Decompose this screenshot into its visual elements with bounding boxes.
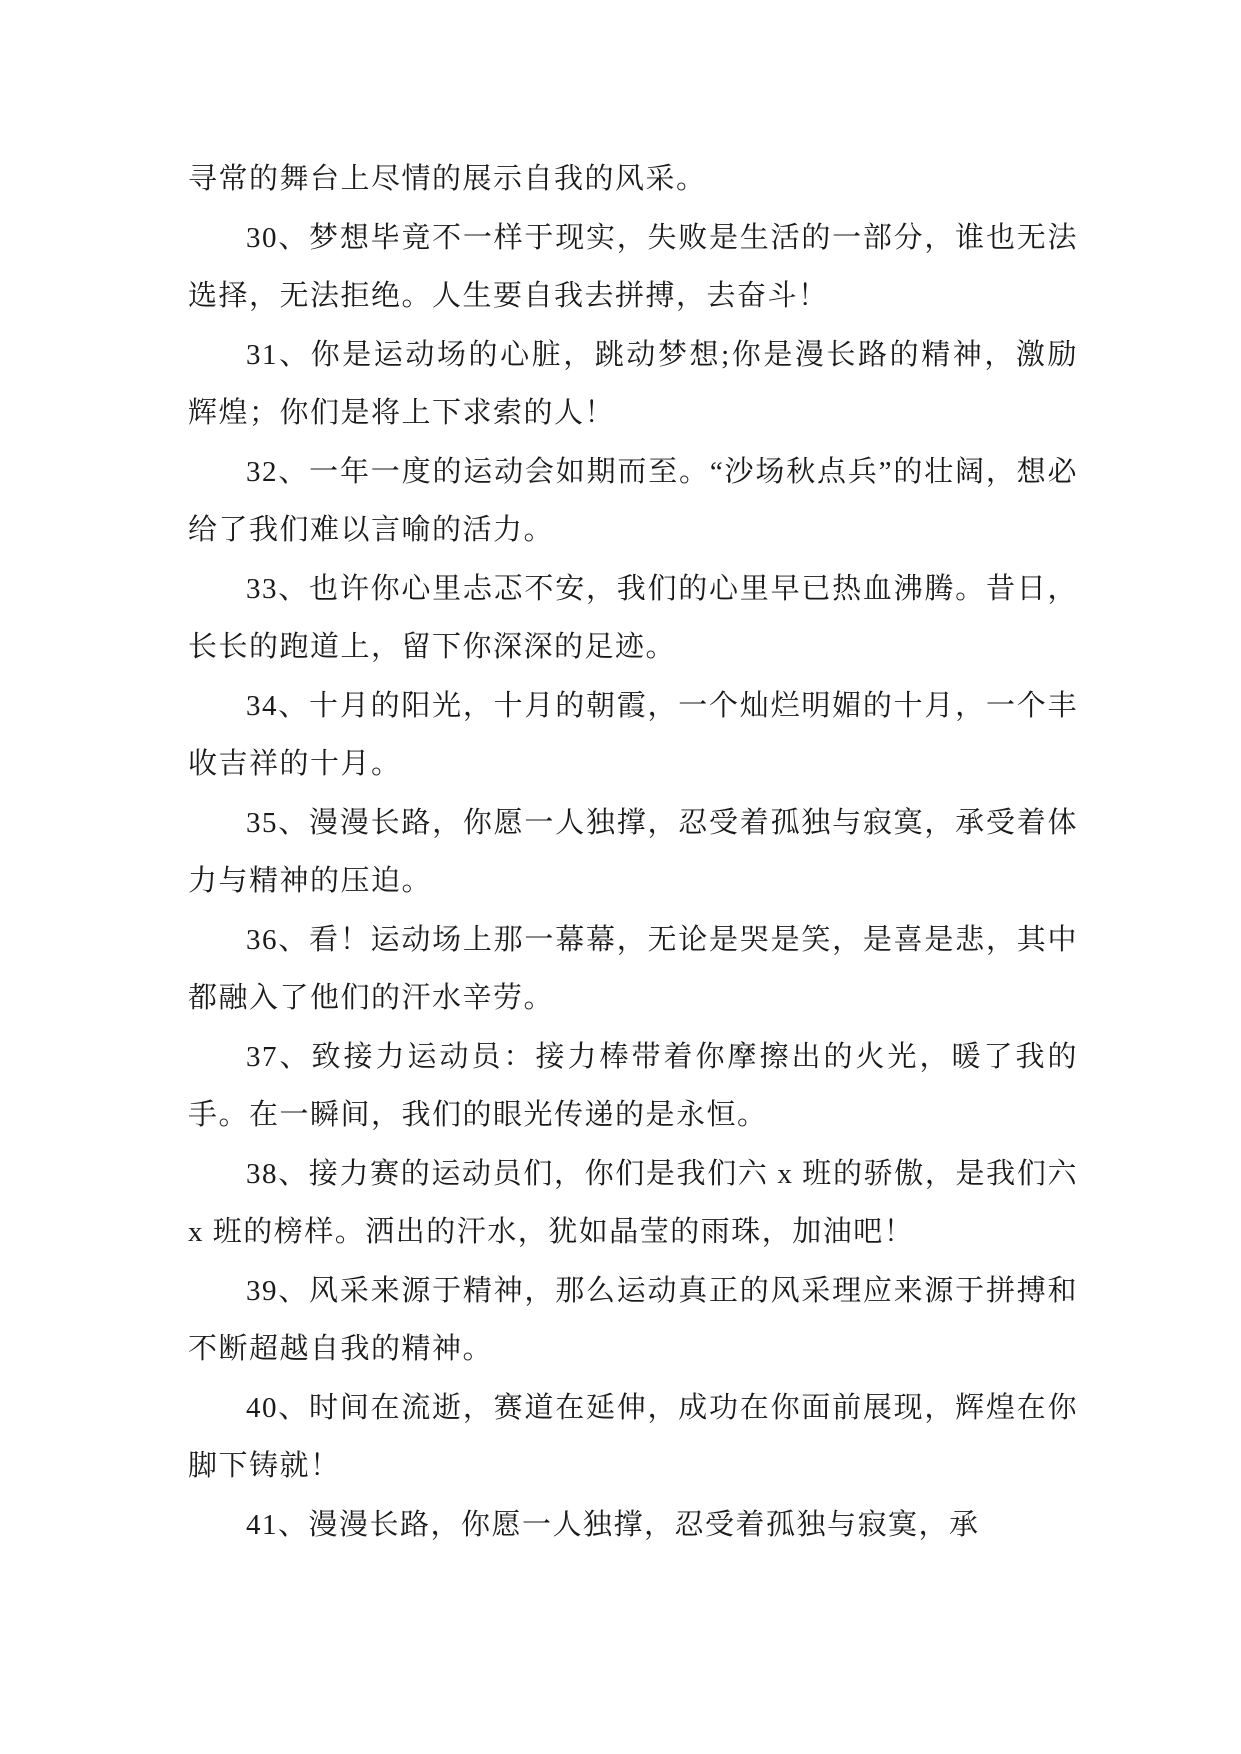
item-number: 34、 (246, 689, 310, 722)
item-number: 38、 (246, 1157, 309, 1190)
item-text: 风采来源于精神，那么运动真正的风采理应来源于拼搏和不断超越自我的精神。 (188, 1274, 1078, 1365)
list-item-35 (188, 794, 1078, 911)
list-item-39 (188, 1262, 1078, 1379)
list-item-34 (188, 677, 1078, 794)
item-text: 一年一度的运动会如期而至。“沙场秋点兵”的壮阔，想必给了我们难以言喻的活力。 (188, 455, 1078, 546)
item-text: 致接力运动员：接力棒带着你摩擦出的火光，暖了我的手。在一瞬间，我们的眼光传递的是永恒。 (188, 1040, 1078, 1131)
list-item-41 (188, 1496, 1078, 1555)
list-item-38 (188, 1145, 1078, 1262)
paragraph-continuation: 寻常的舞台上尽情的展示自我的风采。 (188, 163, 707, 195)
item-number: 35、 (246, 806, 310, 839)
item-text: 十月的阳光，十月的朝霞，一个灿烂明媚的十月，一个丰收吉祥的十月。 (188, 689, 1078, 780)
item-number: 37、 (246, 1040, 312, 1073)
item-number: 32、 (246, 455, 310, 488)
item-number: 30、 (246, 221, 310, 254)
item-text: 接力赛的运动员们，你们是我们六 x 班的骄傲，是我们六 x 班的榜样。洒出的汗水，犹如晶莹的雨珠，加油吧！ (188, 1157, 1078, 1248)
item-text: 时间在流逝，赛道在延伸，成功在你面前展现，辉煌在你脚下铸就！ (188, 1391, 1078, 1482)
item-number: 31、 (246, 338, 311, 371)
list-item-31 (188, 326, 1078, 443)
item-text: 漫漫长路，你愿一人独撑，忍受着孤独与寂寞，承 (308, 1508, 980, 1541)
item-number: 41、 (246, 1508, 309, 1541)
item-text: 看！运动场上那一幕幕，无论是哭是笑，是喜是悲，其中都融入了他们的汗水辛劳。 (188, 923, 1078, 1014)
list-item-30 (188, 209, 1078, 326)
item-text: 梦想毕竟不一样于现实，失败是生活的一部分，谁也无法选择，无法拒绝。人生要自我去拼搏，去奋斗！ (188, 221, 1078, 312)
item-number: 36、 (246, 923, 310, 956)
list-item-37 (188, 1028, 1078, 1145)
item-text: 也许你心里忐忑不安，我们的心里早已热血沸腾。昔日，长长的跑道上，留下你深深的足迹。 (188, 572, 1078, 663)
list-item-33 (188, 560, 1078, 677)
item-text: 你是运动场的心脏，跳动梦想;你是漫长路的精神，激励辉煌；你们是将上下求索的人！ (188, 338, 1078, 429)
list-item-32 (188, 443, 1078, 560)
item-number: 39、 (246, 1274, 310, 1307)
item-number: 33、 (246, 572, 310, 605)
list-item-36 (188, 911, 1078, 1028)
list-item-40 (188, 1379, 1078, 1496)
item-number: 40、 (246, 1391, 310, 1424)
item-text: 漫漫长路，你愿一人独撑，忍受着孤独与寂寞，承受着体力与精神的压迫。 (188, 806, 1078, 897)
